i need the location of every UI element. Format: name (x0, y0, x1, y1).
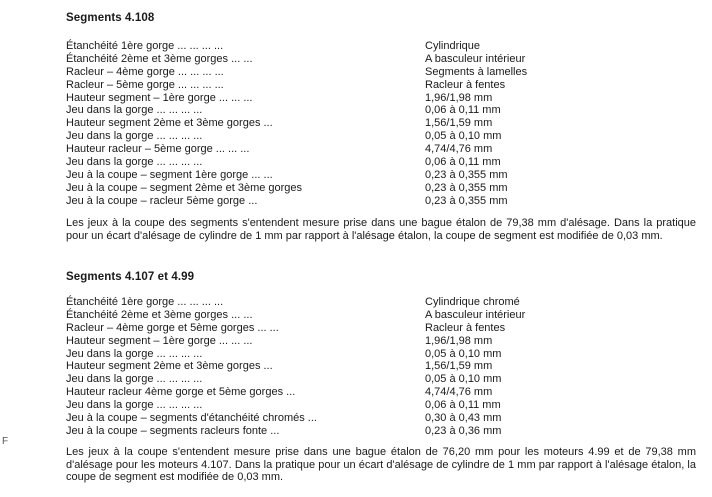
spec-row (66, 40, 666, 53)
spec-label: Jeu dans la gorge ... ... ... ... (66, 399, 203, 412)
spec-value: 0,06 à 0,11 mm (425, 104, 501, 117)
spec-label: Jeu à la coupe – racleur 5ème gorge ... (66, 194, 258, 207)
spec-label: Jeu dans la gorge ... ... ... ... (66, 130, 203, 143)
spec-value: Cylindrique (425, 40, 481, 52)
spec-value: Cylindrique chromé (425, 296, 520, 308)
spec-label: Hauteur segment 2ème et 3ème gorges ... (66, 117, 273, 130)
spec-label: Racleur – 4ème gorge ... ... ... ... (66, 65, 224, 78)
spec-row (66, 143, 666, 156)
spec-row (66, 104, 666, 117)
spec-row (66, 66, 666, 79)
note-paragraph-4107-499: Les jeux à la coupe s'entendent mesure prise dans une bague étalon de 76,20 mm pour les moteurs 4.99 et de 79,38 mm d'alésage pour les moteurs 4.107. Dans la pratique pour un écart d'alésage de cylindre de 1 mm par rapport à l'alésage étalon, la coupe de segment est modifiée de 0,03 mm. (66, 446, 696, 484)
spec-row (66, 92, 666, 105)
spec-value: 1,96/1,98 mm (425, 91, 493, 104)
spec-row (66, 386, 666, 399)
spec-value: 4,74/4,76 mm (425, 386, 493, 399)
spec-value: 1,96/1,98 mm (425, 334, 493, 347)
spec-value: 4,74/4,76 mm (425, 143, 493, 156)
spec-value: 0,06 à 0,11 mm (425, 399, 501, 412)
spec-label: Racleur – 4ème gorge et 5ème gorges ... ... (66, 321, 279, 334)
spec-row (66, 348, 666, 361)
spec-label: Hauteur segment 2ème et 3ème gorges ... (66, 360, 273, 373)
spec-label: Étanchéité 1ère gorge ... ... ... ... (66, 40, 224, 52)
spec-value: Racleur à fentes (425, 78, 506, 91)
spec-value: 0,23 à 0,355 mm (425, 168, 508, 181)
spec-value: Segments à lamelles (425, 65, 528, 78)
spec-value: 1,56/1,59 mm (425, 360, 493, 373)
spec-label: Jeu à la coupe – segments racleurs fonte ... (66, 424, 280, 437)
spec-row (66, 373, 666, 386)
margin-mark: F (2, 436, 9, 447)
spec-row (66, 130, 666, 143)
spec-row (66, 412, 666, 425)
spec-row (66, 296, 666, 309)
spec-label: Étanchéité 2ème et 3ème gorges ... ... (66, 308, 253, 321)
spec-value: 0,23 à 0,355 mm (425, 181, 508, 194)
spec-value: 0,23 à 0,355 mm (425, 194, 508, 207)
spec-row (66, 399, 666, 412)
spec-row (66, 79, 666, 92)
spec-row (66, 53, 666, 66)
spec-label: Jeu dans la gorge ... ... ... ... (66, 373, 203, 386)
spec-label: Hauteur racleur 4ème gorge et 5ème gorges ... (66, 386, 296, 399)
spec-value: 0,05 à 0,10 mm (425, 130, 502, 143)
spec-value: 0,05 à 0,10 mm (425, 373, 502, 386)
spec-label: Hauteur racleur – 5ème gorge ... ... ... (66, 143, 250, 156)
spec-list-4108 (66, 40, 666, 208)
section-title-4107-499: Segments 4.107 et 4.99 (66, 271, 195, 283)
spec-row (66, 425, 666, 438)
spec-list-4107-499 (66, 296, 666, 438)
spec-label: Jeu dans la gorge ... ... ... ... (66, 156, 203, 169)
spec-label: Hauteur segment – 1ère gorge ... ... ... (66, 91, 253, 104)
spec-value: 1,56/1,59 mm (425, 117, 493, 130)
spec-label: Étanchéité 2ème et 3ème gorges ... ... (66, 52, 253, 65)
note-paragraph-4108: Les jeux à la coupe des segments s'entendent mesure prise dans une bague étalon de 79,38 mm d'alésage. Dans la pratique pour un écart d'alésage de cylindre de 1 mm par rapport à l'alésage étalon, la coupe de segment est modifiée de 0,03 mm. (66, 217, 696, 242)
spec-value: Racleur à fentes (425, 321, 506, 334)
spec-label: Jeu à la coupe – segment 2ème et 3ème gorges (66, 181, 303, 194)
spec-label: Étanchéité 1ère gorge ... ... ... ... (66, 296, 224, 308)
spec-value: 0,05 à 0,10 mm (425, 347, 502, 360)
spec-value: 0,23 à 0,36 mm (425, 424, 502, 437)
spec-row (66, 360, 666, 373)
spec-value: A basculeur intérieur (425, 52, 526, 65)
section-title-4108: Segments 4.108 (66, 12, 155, 24)
spec-row (66, 156, 666, 169)
spec-label: Jeu à la coupe – segment 1ère gorge ... ... (66, 168, 273, 181)
spec-label: Hauteur segment – 1ère gorge ... ... ... (66, 334, 253, 347)
spec-row (66, 335, 666, 348)
spec-label: Racleur – 5ème gorge ... ... ... ... (66, 78, 224, 91)
spec-label: Jeu dans la gorge ... ... ... ... (66, 104, 203, 117)
spec-value: A basculeur intérieur (425, 308, 526, 321)
spec-value: 0,06 à 0,11 mm (425, 156, 501, 169)
spec-row (66, 322, 666, 335)
spec-row (66, 182, 666, 195)
spec-row (66, 117, 666, 130)
spec-label: Jeu à la coupe – segments d'étanchéité chromés ... (66, 412, 317, 425)
spec-value: 0,30 à 0,43 mm (425, 412, 502, 425)
spec-row (66, 169, 666, 182)
spec-row (66, 195, 666, 208)
spec-row (66, 309, 666, 322)
spec-label: Jeu dans la gorge ... ... ... ... (66, 347, 203, 360)
